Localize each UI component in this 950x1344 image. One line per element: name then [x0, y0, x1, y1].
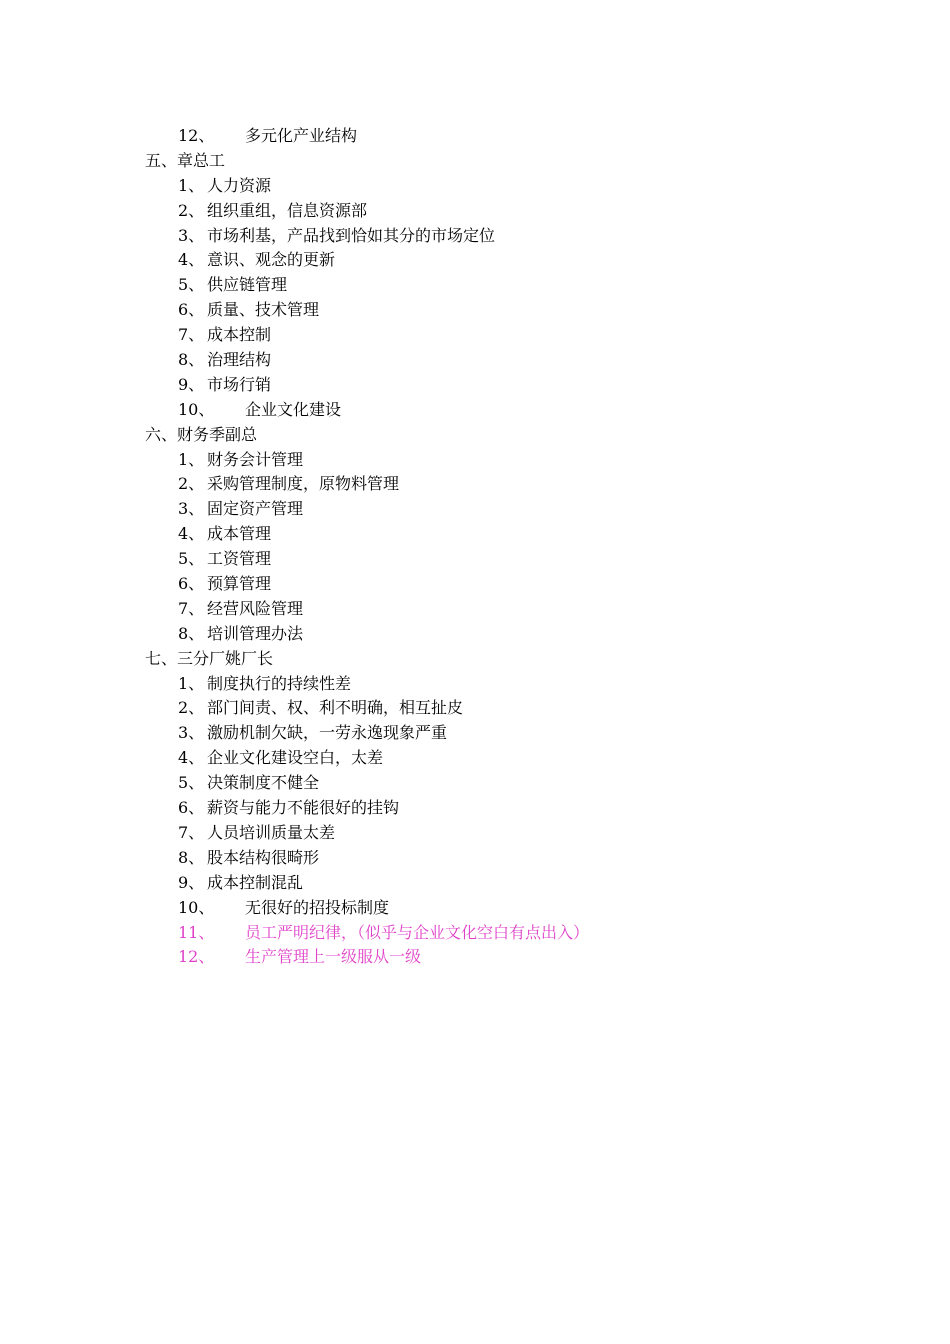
list-item-text: 股本结构很畸形: [207, 847, 320, 867]
list-item-text: 企业文化建设空白，太差: [207, 748, 384, 768]
list-item-number: 3、: [178, 225, 205, 245]
list-item-number: 4、: [178, 524, 205, 544]
list-item-number: 12、: [178, 947, 215, 967]
list-item: [145, 796, 905, 821]
list-item-text: 部门间责、权、利不明确，相互扯皮: [207, 698, 464, 718]
list-item-text: 固定资产管理: [207, 499, 304, 519]
list-item-text: 培训管理办法: [207, 623, 304, 643]
list-item-text: 质量、技术管理: [207, 300, 320, 320]
list-item-text: 市场利基，产品找到恰如其分的市场定位: [207, 225, 496, 245]
list-item-text: 企业文化建设: [245, 399, 342, 419]
list-item: [145, 871, 905, 896]
list-item-text: 人员培训质量太差: [207, 822, 336, 842]
list-item-number: 10、: [178, 897, 215, 917]
list-item-number: 9、: [178, 872, 205, 892]
list-item: [145, 896, 905, 921]
list-item-number: 5、: [178, 549, 205, 569]
list-item-number: 11、: [178, 922, 215, 942]
list-item-text: 决策制度不健全: [207, 773, 320, 793]
list-item-text: 工资管理: [207, 549, 272, 569]
section-heading: [145, 647, 905, 672]
list-item-number: 5、: [178, 773, 205, 793]
list-item-number: 4、: [178, 250, 205, 270]
list-item-text: 员工严明纪律，（似乎与企业文化空白有点出入）: [245, 922, 590, 942]
list-item-number: 6、: [178, 798, 205, 818]
list-item-text: 薪资与能力不能很好的挂钩: [207, 798, 400, 818]
list-item: [145, 348, 905, 373]
list-item-text: 经营风险管理: [207, 598, 304, 618]
list-item: [145, 721, 905, 746]
list-item-text: 意识、观念的更新: [207, 250, 336, 270]
list-item: [145, 522, 905, 547]
list-item-number: 3、: [178, 723, 205, 743]
list-item-number: 12、: [178, 126, 215, 145]
section-heading-text: 五、章总工: [145, 150, 226, 170]
list-item-text: 成本控制混乱: [207, 872, 304, 892]
list-item-text: 激励机制欠缺，一劳永逸现象严重: [207, 723, 448, 743]
section-heading-text: 六、财务季副总: [145, 424, 258, 444]
list-item-text: 无很好的招投标制度: [245, 897, 390, 917]
list-item: [145, 174, 905, 199]
list-item: [145, 945, 905, 970]
list-item-number: 1、: [178, 449, 205, 469]
list-item: [145, 472, 905, 497]
list-item-number: 7、: [178, 598, 205, 618]
list-item-number: 2、: [178, 474, 205, 494]
list-item-number: 1、: [178, 175, 205, 195]
list-item: [145, 622, 905, 647]
list-item-text: 治理结构: [207, 350, 272, 370]
list-item-number: 2、: [178, 200, 205, 220]
list-item-text: 成本控制: [207, 325, 272, 345]
list-item-number: 1、: [178, 673, 205, 693]
list-item-number: 8、: [178, 623, 205, 643]
list-item-text: 生产管理上一级服从一级: [245, 947, 422, 967]
list-item-text: 多元化产业结构: [245, 126, 358, 145]
list-item-number: 3、: [178, 499, 205, 519]
list-item: [145, 224, 905, 249]
list-item-number: 8、: [178, 350, 205, 370]
list-item: [145, 497, 905, 522]
list-item-text: 供应链管理: [207, 275, 288, 295]
list-item-number: 9、: [178, 374, 205, 394]
list-item-text: 采购管理制度，原物料管理: [207, 474, 400, 494]
list-item-text: 组织重组，信息资源部: [207, 200, 368, 220]
list-item-number: 6、: [178, 300, 205, 320]
list-item: [145, 547, 905, 572]
document-body: [145, 124, 905, 970]
list-item-number: 4、: [178, 748, 205, 768]
list-item: [145, 448, 905, 473]
list-item: [145, 672, 905, 697]
list-item: [145, 124, 905, 149]
list-item-text: 成本管理: [207, 524, 272, 544]
list-item-number: 6、: [178, 574, 205, 594]
list-item: [145, 199, 905, 224]
list-item: [145, 696, 905, 721]
list-item-text: 市场行销: [207, 374, 272, 394]
list-item: [145, 248, 905, 273]
list-item: [145, 398, 905, 423]
list-item-number: 7、: [178, 325, 205, 345]
list-item-number: 10、: [178, 399, 215, 419]
list-item-number: 2、: [178, 698, 205, 718]
list-item-text: 预算管理: [207, 574, 272, 594]
list-item: [145, 921, 905, 946]
list-item-text: 财务会计管理: [207, 449, 304, 469]
section-heading-text: 七、三分厂姚厂长: [145, 648, 274, 668]
list-item-number: 5、: [178, 275, 205, 295]
list-item-number: 7、: [178, 822, 205, 842]
section-heading: [145, 423, 905, 448]
list-item-text: 制度执行的持续性差: [207, 673, 352, 693]
list-item: [145, 323, 905, 348]
list-item: [145, 572, 905, 597]
section-heading: [145, 149, 905, 174]
list-item: [145, 597, 905, 622]
list-item: [145, 298, 905, 323]
list-item-text: 人力资源: [207, 175, 272, 195]
list-item: [145, 373, 905, 398]
list-item: [145, 746, 905, 771]
list-item: [145, 273, 905, 298]
list-item: [145, 846, 905, 871]
list-item: [145, 821, 905, 846]
list-item: [145, 771, 905, 796]
list-item-number: 8、: [178, 847, 205, 867]
